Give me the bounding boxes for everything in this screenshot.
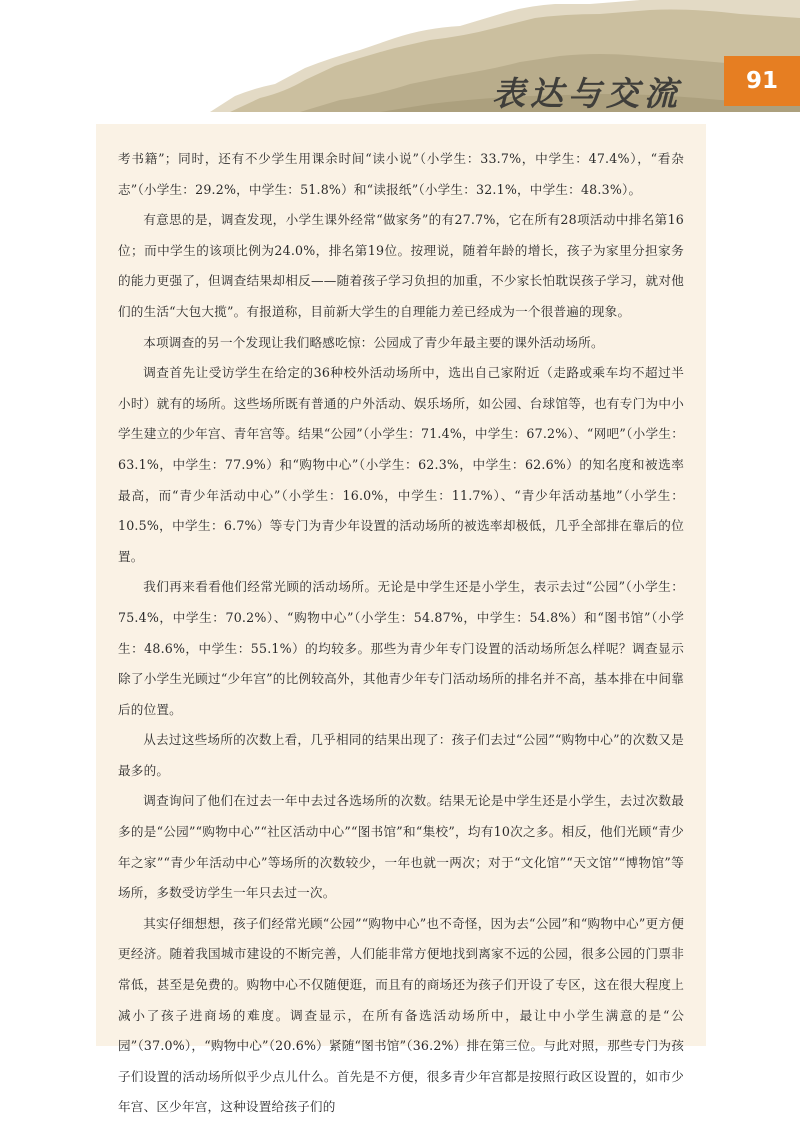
section-title: 表达与交流 xyxy=(492,74,682,113)
paragraph: 本项调查的另一个发现让我们略感吃惊：公园成了青少年最主要的课外活动场所。 xyxy=(143,334,604,350)
paragraph: 调查首先让受访学生在给定的36种校外活动场所中，选出自己家附近（走路或乘车均不超过半小时）就有的场所。这些场所既有普通的户外活动、娱乐场所，如公园、台球馆等，也有专门为中小学生建立的少年宫、青年宫等。结果“公园”（小学生：71.4%，中学生：67.2%）、“网吧”（小学生：63.1%，中学生：77.9%）和“购物中心”（小学生：62.3%，中学生：62.6%）的知名度和被选率最高，而“青少年活动中心”（小学生：16.0%，中学生：11.7%）、“青少年活动基地”（小学生：10.5%，中学生：6.7%）等专门为青少年设置的活动场所的被选率却极低，几乎全部排在靠后的位置。 xyxy=(118,365,684,564)
paragraph: 有意思的是，调查发现，小学生课外经常“做家务”的有27.7%，它在所有28项活动中排名第16位；而中学生的该项比例为24.0%，排名第19位。按理说，随着年龄的增长，孩子为家里分担家务的能力更强了，但调查结果却相反——随着孩子学习负担的加重，不少家长怕耽误孩子学习，就对他们的生活“大包大揽”。有报道称，目前新大学生的自理能力差已经成为一个很普遍的现象。 xyxy=(118,212,684,319)
paragraph: 考书籍”；同时，还有不少学生用课余时间“读小说”（小学生：33.7%，中学生：47.4%），“看杂志”（小学生：29.2%，中学生：51.8%）和“读报纸”（小学生：32.1%，中学生：48.3%）。 xyxy=(118,151,684,197)
page-number: 91 xyxy=(724,56,800,106)
article-body xyxy=(96,124,706,1115)
paragraph: 我们再来看看他们经常光顾的活动场所。无论是中学生还是小学生，表示去过“公园”（小学生：75.4%，中学生：70.2%）、“购物中心”（小学生：54.87%，中学生：54.8%）和“图书馆”（小学生：48.6%，中学生：55.1%）的均较多。那些为青少年专门设置的活动场所怎么样呢？调查显示除了小学生光顾过“少年宫”的比例较高外，其他青少年专门活动场所的排名并不高，基本排在中间靠后的位置。 xyxy=(118,579,684,717)
paragraph: 从去过这些场所的次数上看，几乎相同的结果出现了：孩子们去过“公园”“购物中心”的次数又是最多的。 xyxy=(118,732,684,778)
page-header xyxy=(0,0,800,112)
paragraph: 其实仔细想想，孩子们经常光顾“公园”“购物中心”也不奇怪，因为去“公园”和“购物中心”更方便更经济。随着我国城市建设的不断完善，人们能非常方便地找到离家不远的公园，很多公园的门票非常低，甚至是免费的。购物中心不仅随便逛，而且有的商场还为孩子们开设了专区，这在很大程度上减小了孩子进商场的难度。调查显示，在所有备选活动场所中，最让中小学生满意的是“公园”（37.0%），“购物中心”（20.6%）紧随“图书馆”（36.2%）排在第三位。与此对照，那些专门为孩子们设置的活动场所似乎少点儿什么。首先是不方便，很多青少年宫都是按照行政区设置的，如市少年宫、区少年宫，这种设置给孩子们的 xyxy=(118,915,685,1115)
paragraph: 调查询问了他们在过去一年中去过各选场所的次数。结果无论是中学生还是小学生，去过次数最多的是“公园”“购物中心”“社区活动中心”“图书馆”和“集校”，均有10次之多。相反，他们光顾“青少年之家”“青少年活动中心”等场所的次数较少，一年也就一两次；对于“文化馆”“天文馆”“博物馆”等场所，多数受访学生一年只去过一次。 xyxy=(118,793,684,901)
